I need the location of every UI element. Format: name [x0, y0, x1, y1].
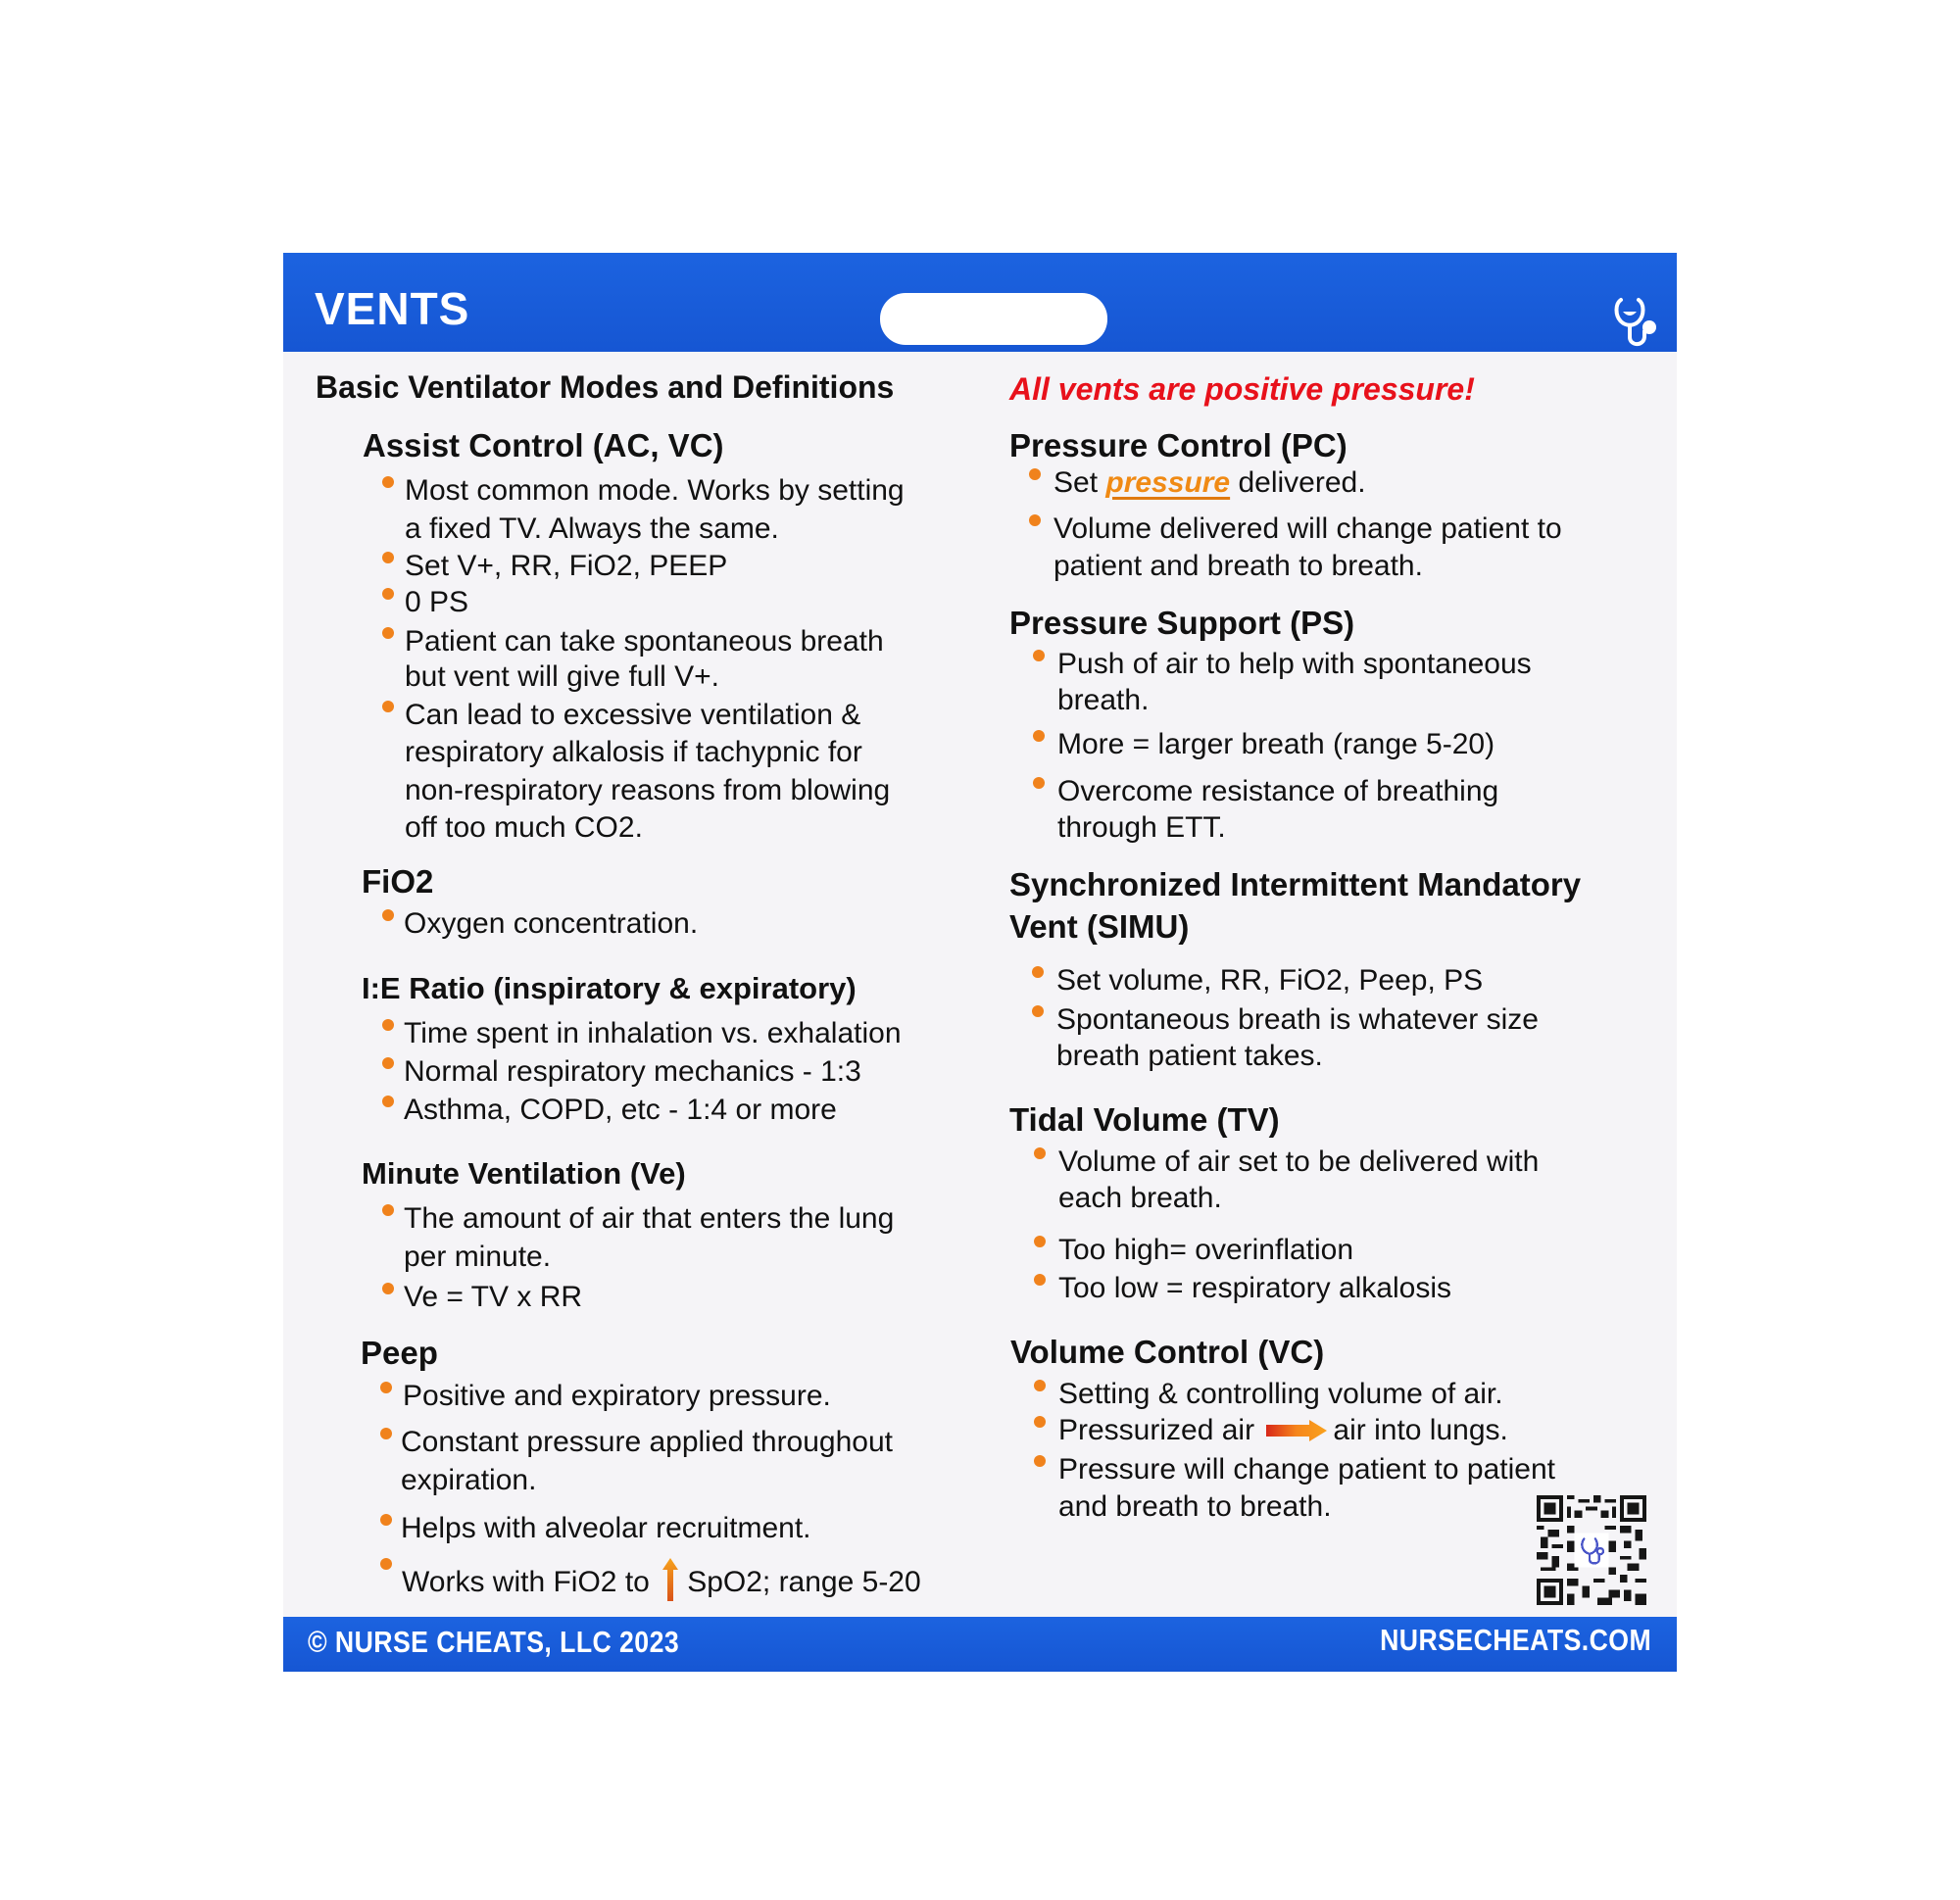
bullet-icon: [1034, 1236, 1046, 1247]
emphasis-word: pressure: [1105, 466, 1231, 499]
arrow-up-icon: [662, 1558, 679, 1601]
bullet-icon: [1034, 1416, 1046, 1428]
bullet-icon: [380, 1382, 392, 1393]
list-item: Ve = TV x RR: [404, 1281, 583, 1313]
list-item-cont: breath patient takes.: [1056, 1040, 1323, 1072]
list-item-cont: patient and breath to breath.: [1054, 550, 1423, 582]
list-item-cont: respiratory alkalosis if tachypnic for: [405, 736, 862, 768]
list-item: Volume delivered will change patient to: [1054, 512, 1562, 545]
list-item-cont: per minute.: [404, 1241, 552, 1273]
list-item: Too high= overinflation: [1058, 1234, 1354, 1266]
bullet-icon: [382, 1204, 394, 1216]
bullet-icon: [1034, 1147, 1046, 1159]
list-item: Time spent in inhalation vs. exhalation: [404, 1017, 902, 1049]
line-text-before: Works with FiO2 to: [402, 1566, 650, 1598]
bullet-icon: [1034, 1274, 1046, 1286]
list-item: The amount of air that enters the lung: [404, 1202, 895, 1235]
bullet-icon: [382, 476, 394, 488]
website-link[interactable]: NURSECHEATS.COM: [1379, 1623, 1651, 1657]
bullet-icon: [382, 1057, 394, 1069]
list-item: Oxygen concentration.: [404, 907, 699, 940]
stethoscope-icon: [1612, 296, 1659, 351]
heading-simv-line1: Synchronized Intermittent Mandatory: [1009, 866, 1582, 902]
qr-code[interactable]: [1537, 1495, 1646, 1605]
bullet-icon: [380, 1558, 392, 1570]
heading-tidal-volume: Tidal Volume (TV): [1009, 1101, 1280, 1138]
card-title: VENTS: [315, 283, 470, 334]
arrow-right-icon: [1266, 1420, 1327, 1441]
list-item: More = larger breath (range 5-20): [1057, 728, 1495, 760]
list-item-cont: off too much CO2.: [405, 811, 643, 844]
heading-simv-line2: Vent (SIMU): [1009, 908, 1190, 945]
bullet-icon: [1034, 1455, 1046, 1467]
list-item: Overcome resistance of breathing: [1057, 775, 1499, 807]
list-item: Most common mode. Works by setting: [405, 474, 905, 507]
bullet-icon: [1033, 777, 1045, 789]
heading-pressure-control: Pressure Control (PC): [1009, 427, 1348, 463]
bullet-icon: [382, 552, 394, 563]
reference-card: [283, 253, 1677, 1672]
list-item: Setting & controlling volume of air.: [1058, 1378, 1503, 1410]
list-item: Asthma, COPD, etc - 1:4 or more: [404, 1094, 837, 1126]
heading-fio2: FiO2: [362, 863, 434, 900]
list-item: Spontaneous breath is whatever size: [1056, 1003, 1539, 1036]
section-subtitle: Basic Ventilator Modes and Definitions: [316, 369, 895, 405]
line-text-before: Pressurized air: [1058, 1414, 1255, 1446]
footer-bar: [283, 1617, 1677, 1672]
list-item: Set V+, RR, FiO2, PEEP: [405, 550, 728, 582]
bullet-icon: [1034, 1380, 1046, 1391]
heading-pressure-support: Pressure Support (PS): [1009, 605, 1355, 641]
list-item-with-arrow: [402, 1558, 921, 1601]
header-bar: [283, 253, 1677, 352]
line-text-after: SpO2; range 5-20: [687, 1566, 921, 1598]
list-item: Volume of air set to be delivered with: [1058, 1145, 1540, 1178]
copyright-text: © NURSE CHEATS, LLC 2023: [308, 1625, 680, 1659]
list-item: Push of air to help with spontaneous: [1057, 648, 1532, 680]
bullet-icon: [380, 1514, 392, 1526]
list-item: Set volume, RR, FiO2, Peep, PS: [1056, 964, 1484, 997]
list-item-with-arrow: [1058, 1416, 1508, 1445]
bullet-icon: [382, 1019, 394, 1031]
list-item-cont: non-respiratory reasons from blowing: [405, 774, 891, 806]
heading-minute-ventilation: Minute Ventilation (Ve): [362, 1156, 686, 1191]
list-item: Can lead to excessive ventilation &: [405, 699, 861, 731]
list-item: Patient can take spontaneous breath: [405, 625, 884, 658]
line-text-after: air into lungs.: [1333, 1414, 1508, 1446]
list-item-cont: breath.: [1057, 684, 1150, 716]
bullet-icon: [1029, 468, 1041, 480]
list-item-cont: each breath.: [1058, 1182, 1222, 1214]
badge-slot-hole: [880, 293, 1107, 345]
bullet-icon: [382, 627, 394, 639]
list-item: Constant pressure applied throughout: [401, 1426, 894, 1458]
list-item: Helps with alveolar recruitment.: [401, 1512, 811, 1544]
bullet-icon: [1033, 730, 1045, 742]
list-item-cont: and breath to breath.: [1058, 1490, 1332, 1523]
list-item: Positive and expiratory pressure.: [403, 1380, 831, 1412]
list-item-cont: a fixed TV. Always the same.: [405, 512, 779, 545]
line-text-after: delivered.: [1238, 466, 1366, 499]
heading-ie-ratio: I:E Ratio (inspiratory & expiratory): [362, 971, 857, 1005]
list-item: 0 PS: [405, 586, 469, 618]
list-item: Pressure will change patient to patient: [1058, 1453, 1555, 1486]
bullet-icon: [1029, 514, 1041, 526]
bullet-icon: [382, 701, 394, 712]
bullet-icon: [382, 909, 394, 921]
heading-volume-control: Volume Control (VC): [1010, 1334, 1325, 1370]
list-item-emphasis: [1054, 468, 1366, 498]
list-item: Normal respiratory mechanics - 1:3: [404, 1055, 861, 1088]
list-item: Too low = respiratory alkalosis: [1058, 1272, 1452, 1304]
bullet-icon: [382, 588, 394, 600]
tagline: All vents are positive pressure!: [1009, 371, 1475, 407]
list-item-cont: through ETT.: [1057, 811, 1226, 844]
line-text-before: Set: [1054, 466, 1099, 499]
list-item-cont: but vent will give full V+.: [405, 660, 719, 693]
bullet-icon: [1032, 1005, 1044, 1017]
bullet-icon: [380, 1428, 392, 1439]
list-item-cont: expiration.: [401, 1464, 537, 1496]
heading-assist-control: Assist Control (AC, VC): [363, 427, 724, 463]
heading-peep: Peep: [361, 1335, 438, 1371]
bullet-icon: [1032, 966, 1044, 978]
bullet-icon: [382, 1283, 394, 1294]
bullet-icon: [1033, 650, 1045, 661]
bullet-icon: [382, 1096, 394, 1107]
